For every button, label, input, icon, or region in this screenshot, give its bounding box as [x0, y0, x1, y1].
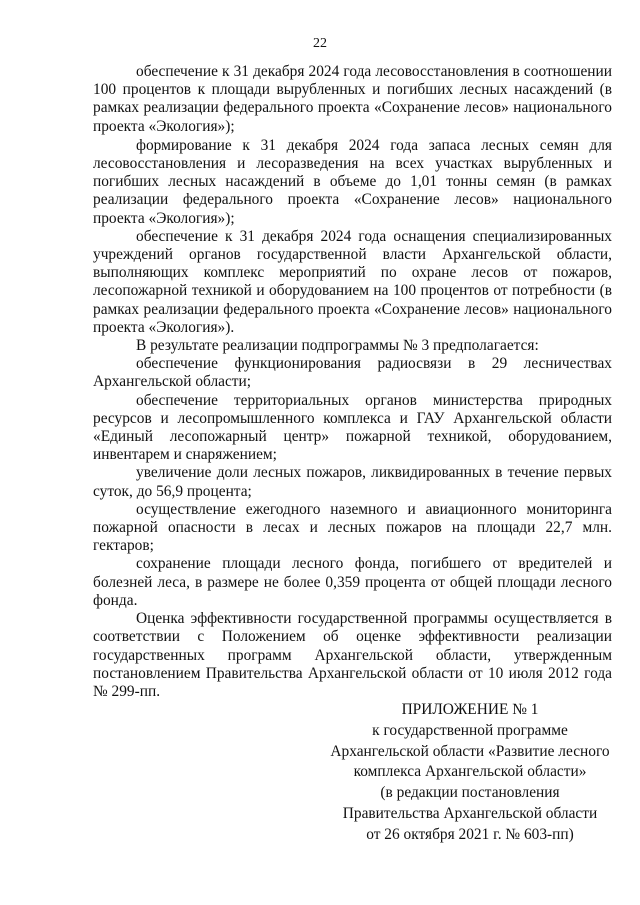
document-body	[93, 63, 612, 701]
appendix-header	[320, 700, 620, 846]
paragraph: формирование к 31 декабря 2024 года запаса лесных семян для лесовосстановления и лесоразведения на всех участках вырубленных и погибших лесных насаждений в объеме до 1,01 тонны семян (в рамках реализации федерального проекта «Сохранение лесов» национального проекта «Экология»);	[93, 136, 612, 227]
page-number: 22	[313, 36, 327, 51]
paragraph: обеспечение функционирования радиосвязи в 29 лесничествах Архангельской области;	[93, 355, 612, 391]
paragraph: обеспечение к 31 декабря 2024 года лесовосстановления в соотношении 100 процентов к площади вырубленных и погибших лесных насаждений (в рамках реализации федерального проекта «Сохранение лесов» национального проекта «Экология»);	[93, 63, 612, 135]
appendix-line: к государственной программе	[372, 721, 568, 739]
appendix-line: (в редакции постановления	[380, 784, 560, 802]
appendix-line: комплекса Архангельской области»	[353, 763, 587, 781]
paragraph: обеспечение территориальных органов министерства природных ресурсов и лесопромышленного комплекса и ГАУ Архангельской области «Единый лесопожарный центр» пожарной техникой, оборудованием, инвентарем и снаряжением;	[93, 391, 612, 464]
appendix-line: Правительства Архангельской области	[342, 804, 598, 822]
paragraph: В результате реализации подпрограммы № 3 предполагается:	[136, 337, 539, 355]
paragraph: обеспечение к 31 декабря 2024 года оснащения специализированных учреждений органов государственной власти Архангельской области, выполняющих комплекс мероприятий по охране лесов от пожаров, лесопожарной техникой и оборудованием на 100 процентов от потребности (в рамках реализации федерального проекта «Сохранение лесов» национального проекта «Экология»).	[93, 227, 612, 336]
appendix-line: от 26 октября 2021 г. № 603-пп)	[366, 825, 574, 843]
appendix-title: ПРИЛОЖЕНИЕ № 1	[401, 701, 539, 718]
appendix-line: Архангельской области «Развитие лесного	[330, 742, 610, 760]
paragraph: Оценка эффективности государственной программы осуществляется в соответствии с Положением об оценке эффективности реализации государственных программ Архангельской области, утвержденным постановлением Правительства Архангельской области от 10 июля 2012 года № 299-пп.	[93, 610, 612, 700]
paragraph: осуществление ежегодного наземного и авиационного мониторинга пожарной опасности в лесах и лесных пожаров на площади 22,7 млн. гектаров;	[93, 500, 612, 555]
paragraph: увеличение доли лесных пожаров, ликвидированных в течение первых суток, до 56,9 процента;	[93, 464, 612, 500]
paragraph: сохранение площади лесного фонда, погибшего от вредителей и болезней леса, в размере не более 0,359 процента от общей площади лесного фонда.	[93, 555, 612, 609]
